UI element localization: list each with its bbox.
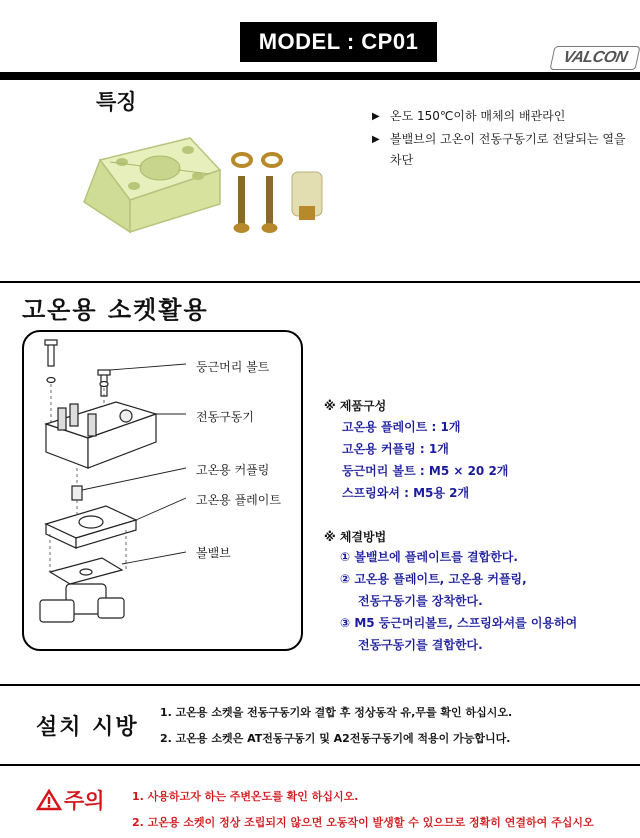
assembly-step: ② 고온용 플레이트, 고온용 커플링, <box>340 572 527 586</box>
callout-round-head-bolt: 둥근머리 볼트 <box>196 360 270 374</box>
caution-label: 주의 <box>64 789 105 813</box>
assembly-step: 전동구동기를 장착한다. <box>358 594 483 608</box>
product-photo <box>70 130 350 250</box>
install-item: 2. 고온용 소켓은 AT전동구동기 및 A2전동구동기에 적용이 가능합니다. <box>160 732 511 745</box>
component-item: 고온용 플레이트 : 1개 <box>342 420 461 434</box>
caution-item: 2. 고온용 소켓이 정상 조립되지 않으면 오동작이 발생할 수 있으므로 정확히 연결하여 주십시오 <box>132 816 594 829</box>
section-rule <box>0 281 640 283</box>
callout-actuator: 전동구동기 <box>196 410 254 424</box>
install-title: 설치 시방 <box>36 715 139 740</box>
assembly-title: ※ 체결방법 <box>324 530 387 544</box>
callout-plate: 고온용 플레이트 <box>196 493 281 507</box>
install-item: 1. 고온용 소켓을 전동구동기와 결합 후 정상동작 유,무를 확인 하십시오. <box>160 706 513 719</box>
caution-item: 1. 사용하고자 하는 주변온도를 확인 하십시오. <box>132 790 359 803</box>
assembly-step: ① 볼밸브에 플레이트를 결합한다. <box>340 550 518 564</box>
feature-text: 볼밸브의 고온이 전동구동기로 전달되는 열을 차단 <box>390 132 626 167</box>
socket-section-title: 고온용 소켓활용 <box>22 296 209 324</box>
model-title: MODEL : CP01 <box>240 22 437 62</box>
components-title: ※ 제품구성 <box>324 399 387 413</box>
assembly-diagram <box>26 334 186 644</box>
feature-text: 온도 150℃이하 매체의 배관라인 <box>390 109 566 123</box>
brand-logo: VALCON <box>549 46 640 70</box>
feature-bullet <box>372 106 632 127</box>
callout-ball-valve: 볼밸브 <box>196 546 231 560</box>
washers-image <box>233 154 281 166</box>
section-rule <box>0 684 640 686</box>
callout-coupling: 고온용 커플링 <box>196 463 270 477</box>
bullet-marker-icon: ▶ <box>372 134 380 145</box>
component-item: 스프링와셔 : M5용 2개 <box>342 486 470 500</box>
plate-image <box>84 138 220 232</box>
component-item: 둥근머리 볼트 : M5 × 20 2개 <box>342 464 509 478</box>
header-rule <box>0 72 640 80</box>
warning-triangle-icon <box>36 789 62 811</box>
section-rule <box>0 764 640 766</box>
component-item: 고온용 커플링 : 1개 <box>342 442 449 456</box>
assembly-step: ③ M5 둥근머리볼트, 스프링와셔를 이용하여 <box>340 616 578 630</box>
assembly-step: 전동구동기를 결합한다. <box>358 638 483 652</box>
bolts-image <box>234 176 278 233</box>
bullet-marker-icon: ▶ <box>372 111 380 122</box>
feature-bullets <box>372 106 632 171</box>
caution-title <box>36 785 105 815</box>
coupling-image <box>292 172 322 220</box>
features-title: 특징 <box>96 90 137 114</box>
feature-bullet <box>372 129 632 171</box>
